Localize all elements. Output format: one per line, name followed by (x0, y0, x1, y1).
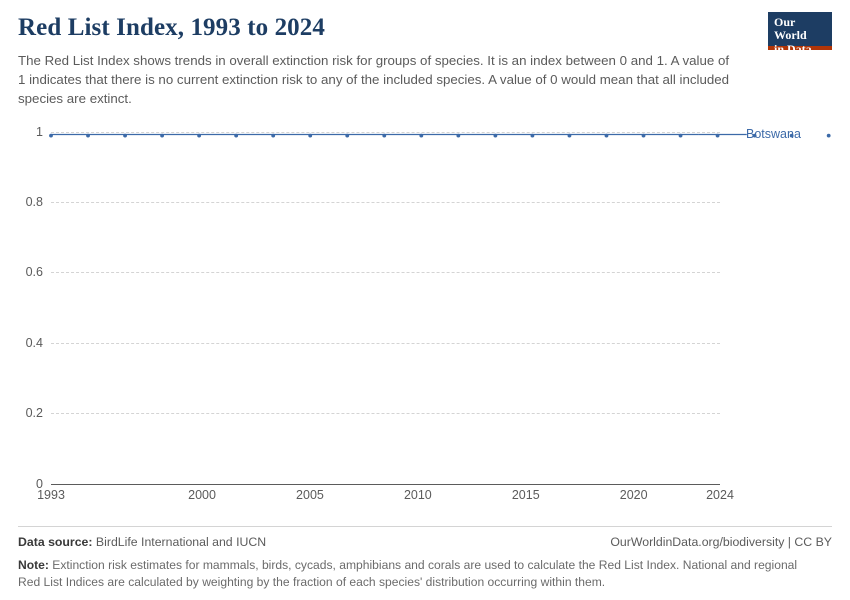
logo-line-2: in Data (774, 41, 812, 56)
x-axis-tick-label: 2000 (188, 487, 216, 502)
page-title: Red List Index, 1993 to 2024 (18, 14, 325, 41)
x-axis-tick-label: 2005 (296, 487, 324, 502)
x-axis-tick-label: 2020 (619, 487, 648, 502)
data-source-value: BirdLife International and IUCN (95, 534, 267, 549)
y-axis-tick-label: 1 (36, 124, 43, 139)
chart-footer (18, 526, 832, 592)
gridline (51, 413, 720, 414)
data-source (18, 535, 266, 549)
footer-note-label: Note: (18, 557, 49, 572)
footer-divider (18, 526, 832, 527)
x-axis-tick-label: 2010 (403, 487, 432, 502)
y-axis-tick-label: 0.8 (25, 194, 43, 209)
footer-note (18, 557, 818, 592)
data-source-label: Data source: (18, 534, 93, 549)
chart-subtitle: The Red List Index shows trends in overall extinction risk for groups of species. It is an index between 0 and 1. A value of 1 indicates that there is no current extinction risk to any of the included species. A value of 0 would mean that all included species are extinct. (18, 52, 730, 106)
x-axis-tick-label: 2024 (706, 487, 734, 502)
y-axis-tick-label: 0 (36, 476, 43, 491)
series-line-botswana (51, 132, 720, 484)
chart-header (18, 14, 832, 108)
footer-note-text: Extinction risk estimates for mammals, birds, cycads, amphibians and corals are used to calculate the Red List Index. National and regional Red List Indices are calculated by weighting by the fraction of each species' distribution occurring within them. (18, 557, 798, 590)
gridline (51, 272, 720, 273)
x-axis-tick-label: 1993 (37, 487, 65, 502)
gridline (51, 484, 720, 485)
x-axis-tick-label: 2015 (511, 487, 540, 502)
plot-canvas (25, 124, 801, 491)
owid-logo[interactable] (768, 12, 832, 56)
gridline (51, 132, 720, 133)
attribution-link[interactable]: OurWorldinData.org/biodiversity | CC BY (610, 534, 832, 549)
logo-line-1: Our World (774, 15, 807, 43)
gridline (51, 202, 720, 203)
x-axis (37, 487, 734, 504)
y-axis-tick-label: 0.2 (25, 406, 43, 421)
chart-plot-area (18, 122, 832, 512)
y-axis-tick-label: 0.4 (25, 335, 43, 350)
series-label[interactable]: Botswana (746, 126, 801, 141)
footer-source-row (18, 535, 832, 549)
y-axis-tick-label: 0.6 (25, 265, 43, 280)
gridline (51, 343, 720, 344)
